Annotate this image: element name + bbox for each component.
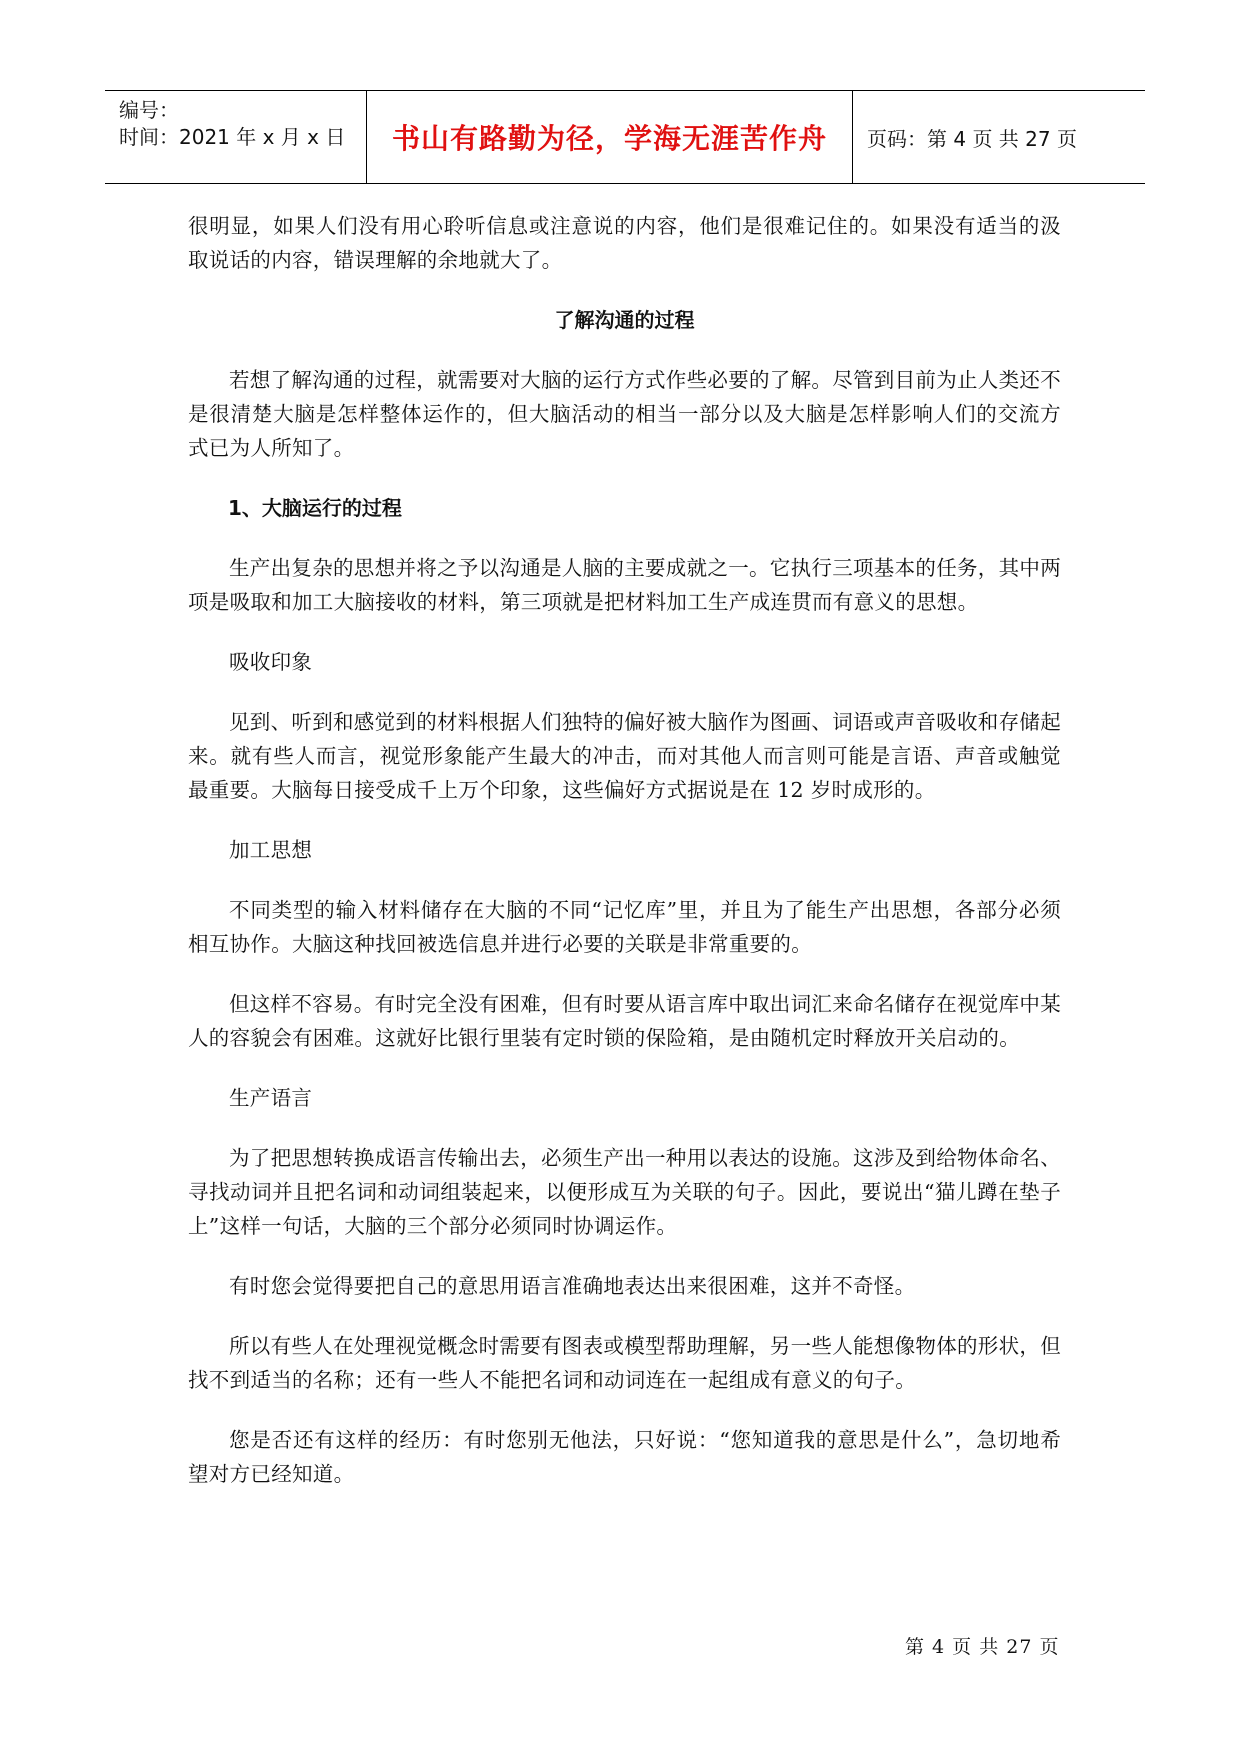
paragraph-process-2: 但这样不容易。有时完全没有困难，但有时要从语言库中取出词汇来命名储存在视觉库中某人的容貌会有困难。这就好比银行里装有定时锁的保险箱，是由随机定时释放开关启动的。 [188,992,1061,1050]
heading-process: 加工思想 [229,838,313,862]
paragraph-language-2: 有时您会觉得要把自己的意思用语言准确地表达出来很困难，这并不奇怪。 [229,1274,916,1298]
document-time-label: 时间：2021 年 x 月 x 日 [119,125,346,149]
paragraph-language-3: 所以有些人在处理视觉概念时需要有图表或模型帮助理解，另一些人能想像物体的形状，但找不到适当的名称；还有一些人不能把名词和动词连在一起组成有意义的句子。 [188,1334,1061,1392]
subsection-title: 1、大脑运行的过程 [228,496,402,520]
paragraph-absorb: 见到、听到和感觉到的材料根据人们独特的偏好被大脑作为图画、词语或声音吸收和存储起来。就有些人而言，视觉形象能产生最大的冲击，而对其他人而言则可能是言语、声音或触觉最重要。大脑每日接受成千上万个印象，这些偏好方式据说是在 12 岁时成形的。 [188,710,1061,802]
document-number-label: 编号： [119,98,179,122]
paragraph-language-4: 您是否还有这样的经历：有时您别无他法，只好说：“您知道我的意思是什么”，急切地希望对方已经知道。 [188,1428,1061,1486]
paragraph-intro: 很明显，如果人们没有用心聆听信息或注意说的内容，他们是很难记住的。如果没有适当的汲取说话的内容，错误理解的余地就大了。 [188,214,1061,272]
paragraph-process-1: 不同类型的输入材料储存在大脑的不同“记忆库”里，并且为了能生产出思想，各部分必须相互协作。大脑这种找回被选信息并进行必要的关联是非常重要的。 [188,898,1061,956]
header-info-cell [105,91,367,183]
heading-absorb: 吸收印象 [229,650,313,674]
paragraph-section: 若想了解沟通的过程，就需要对大脑的运行方式作些必要的了解。尽管到目前为止人类还不是很清楚大脑是怎样整体运作的，但大脑活动的相当一部分以及大脑是怎样影响人们的交流方式已为人所知了。 [188,368,1061,460]
header-motto: 书山有路勤为径，学海无涯苦作舟 [367,91,853,183]
page-header [105,90,1145,184]
paragraph-language-1: 为了把思想转换成语言传输出去，必须生产出一种用以表达的设施。这涉及到给物体命名、寻找动词并且把名词和动词组装起来，以便形成互为关联的句子。因此，要说出“猫儿蹲在垫子上”这样一句话，大脑的三个部分必须同时协调运作。 [188,1146,1061,1238]
section-title: 了解沟通的过程 [554,308,695,332]
page-footer: 第 4 页 共 27 页 [905,1636,1060,1658]
document-body [188,209,1061,1517]
heading-language: 生产语言 [229,1086,313,1110]
header-page-number: 页码：第 4 页 共 27 页 [867,126,1077,151]
paragraph-brain: 生产出复杂的思想并将之予以沟通是人脑的主要成就之一。它执行三项基本的任务，其中两项是吸取和加工大脑接收的材料，第三项就是把材料加工生产成连贯而有意义的思想。 [188,556,1061,614]
